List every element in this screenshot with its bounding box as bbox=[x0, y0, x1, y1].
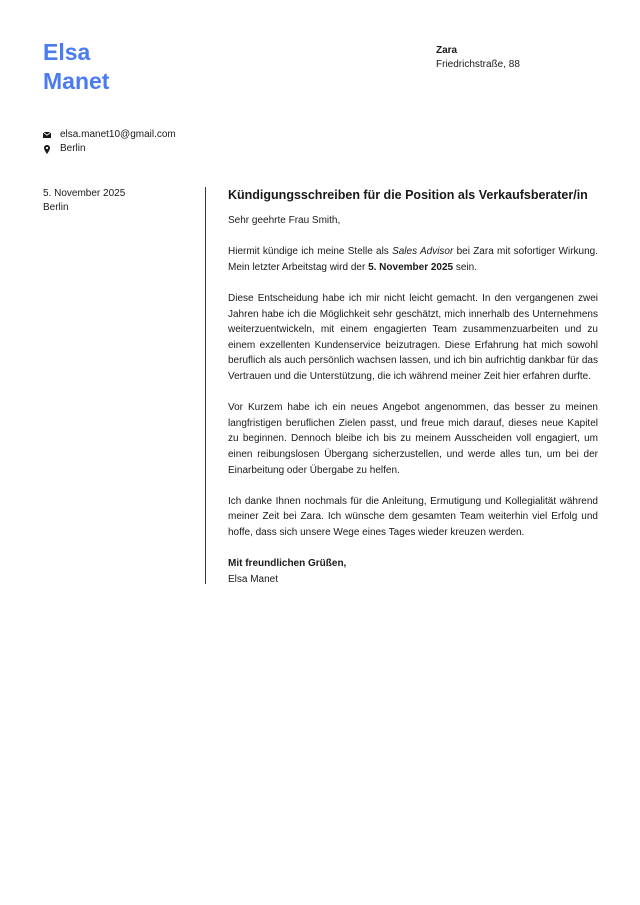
vertical-divider bbox=[205, 187, 206, 584]
contact-email-row bbox=[43, 128, 176, 142]
letter-date: 5. November 2025 bbox=[43, 188, 126, 199]
sender-name bbox=[43, 38, 109, 96]
p1-text-middle: bei Zara mit sofortiger Wirkung. Mein letzter Arbeitstag wird der bbox=[228, 246, 598, 273]
letter-salutation: Sehr geehrte Frau Smith, bbox=[228, 215, 341, 226]
p1-text-start: Hiermit kündige ich meine Stelle als bbox=[228, 246, 393, 258]
sender-email: elsa.manet10@gmail.com bbox=[60, 129, 176, 140]
contact-location-row bbox=[43, 142, 176, 156]
envelope-icon bbox=[43, 128, 51, 142]
letter-paragraph-2: Diese Entscheidung habe ich mir nicht leicht gemacht. In den vergangenen zwei Jahren habe ich die Möglichkeit sehr geschätzt, mich innerhalb des Unternehmens weiterzuentwickeln, mit einem engagierten Team zusammenzuarbeiten und zu einem exzellenten Kundenservice beizutragen. Diese Erfahrung hat mich sowohl beruflich als auch persönlich wachsen lassen, und ich bin aufrichtig dankbar für das Vertrauen und die Unterstützung, die ich während meiner Zeit hier erfahren durfte. bbox=[228, 292, 598, 382]
p1-last-day: 5. November 2025 bbox=[368, 261, 454, 273]
recipient-street: Friedrichstraße, 88 bbox=[436, 59, 520, 70]
letter-place: Berlin bbox=[43, 202, 69, 213]
map-pin-icon bbox=[43, 142, 51, 156]
letter-meta bbox=[43, 187, 125, 215]
p1-text-end: sein. bbox=[453, 261, 478, 273]
sender-last-name: Manet bbox=[43, 68, 110, 94]
letter-paragraph-1 bbox=[228, 244, 598, 275]
letter-subject: Kündigungsschreiben für die Position als Verkaufsberater/in bbox=[228, 188, 588, 202]
letter-paragraph-3: Vor Kurzem habe ich ein neues Angebot angenommen, das besser zu meinen langfristigen beruflichen Zielen passt, und freue mich darauf, dieses neue Kapitel zu beginnen. Dennoch bleibe ich bis zu meinem Ausscheiden voll engagiert, um einen reibungslosen Übergang sicherzustellen, und werde alles tun, um bei der Einarbeitung oder Übergabe zu helfen. bbox=[228, 402, 598, 476]
recipient-company: Zara bbox=[436, 45, 458, 56]
sender-city: Berlin bbox=[60, 143, 86, 154]
closing-phrase: Mit freundlichen Grüßen, bbox=[228, 558, 347, 570]
contact-info bbox=[43, 128, 176, 156]
signature-name: Elsa Manet bbox=[228, 573, 279, 585]
recipient-address bbox=[436, 44, 520, 72]
p1-role: Sales Advisor bbox=[392, 246, 454, 258]
sender-first-name: Elsa bbox=[43, 39, 91, 65]
letter-body bbox=[228, 186, 598, 587]
letter-closing bbox=[228, 556, 598, 587]
letter-paragraph-4: Ich danke Ihnen nochmals für die Anleitung, Ermutigung und Kollegialität während meiner Zeit bei Zara. Ich wünsche dem gesamten Team weiterhin viel Erfolg und hoffe, dass sich unsere Wege eines Tages wieder kreuzen werden. bbox=[228, 495, 598, 538]
